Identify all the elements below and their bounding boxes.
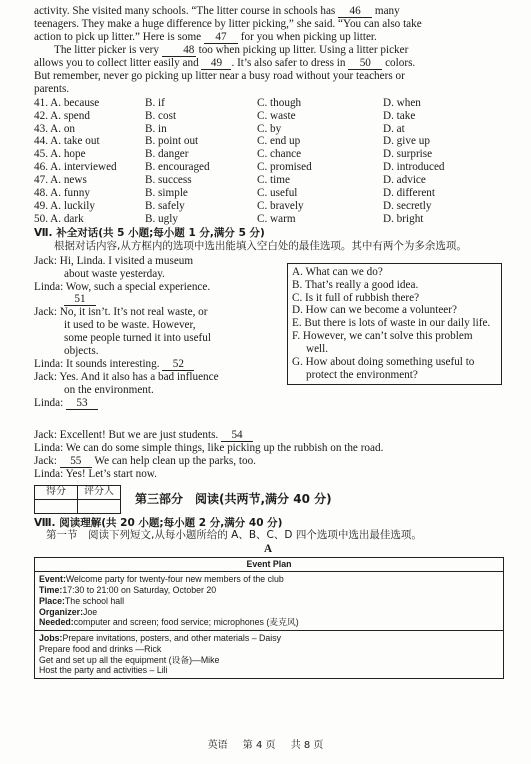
dialogue-line: Linda: <box>34 396 64 409</box>
passage-text: teenagers. They make a huge difference by litter picking,” she said. “You can also take <box>34 18 422 30</box>
plan-value: Get and set up all the equipment (设备)—Mike <box>39 654 220 665</box>
dialogue-line: We can help clean up the parks, too. <box>94 454 256 467</box>
option-a: 48. A. funny <box>34 187 90 200</box>
passage-text: allows you to collect litter easily and <box>34 56 199 69</box>
score-cell <box>35 499 78 513</box>
section-8-instruction: 第一节 阅读下列短文,从每小题所给的 A、B、C、D 四个选项中选出最佳选项。 <box>46 529 422 542</box>
option-a: 45. A. hope <box>34 148 86 161</box>
choice-item: B. That’s really a good idea. <box>292 278 419 291</box>
passage-text: many <box>374 5 400 17</box>
option-c: C. time <box>257 174 290 187</box>
dialogue-line: Jack: <box>34 454 57 467</box>
option-a: 46. A. interviewed <box>34 161 117 174</box>
blank-47: 47 <box>204 32 238 44</box>
option-a: 47. A. news <box>34 174 87 187</box>
blank-55: 55 <box>60 456 92 468</box>
option-b: B. success <box>145 174 192 187</box>
passage-text: parents. <box>34 82 70 95</box>
option-c: C. useful <box>257 187 298 200</box>
option-c: C. promised <box>257 161 312 174</box>
passage-text: The litter picker is very <box>54 43 159 56</box>
dialogue-line: Linda: Wow, such a special experience. <box>34 280 211 293</box>
plan-key: Needed: <box>39 617 74 628</box>
plan-value: The school hall <box>64 595 125 606</box>
passage-text: . It’s also safer to dress in <box>231 56 346 69</box>
dialogue-line: Linda: It sounds interesting. <box>34 358 160 371</box>
blank-52: 52 <box>162 359 194 371</box>
dialogue-line: Jack: No, it isn’t. It’s not real waste, or <box>34 306 208 319</box>
footer-subject: 英语 <box>207 740 228 751</box>
event-plan-jobs <box>35 630 503 678</box>
option-c: C. by <box>257 122 282 135</box>
option-b: B. in <box>145 122 167 135</box>
blank-48: 48 <box>162 45 196 57</box>
section-8-title: Ⅷ. 阅读理解(共 20 小题;每小题 2 分,满分 40 分) <box>34 516 283 529</box>
option-c: C. warm <box>257 212 296 225</box>
option-b: B. simple <box>145 187 188 200</box>
grader-cell <box>78 499 121 513</box>
event-plan-details <box>35 572 503 630</box>
option-a: 50. A. dark <box>34 212 84 225</box>
dialogue-line: Linda: Yes! Let’s start now. <box>34 467 157 480</box>
option-b: B. cost <box>145 109 177 122</box>
choices-box <box>287 263 502 385</box>
option-b: B. encouraged <box>145 161 210 174</box>
blank-53: 53 <box>66 398 98 410</box>
dialogue-line: about waste yesterday. <box>64 267 165 280</box>
part-3-title: 第三部分 阅读(共两节,满分 40 分) <box>135 491 332 506</box>
option-row <box>34 200 504 213</box>
passage-text: But remember, never go picking up litter near a busy road without your teachers or <box>34 69 405 82</box>
dialogue-line: Jack: Yes. And it also has a bad influence <box>34 371 219 384</box>
option-a: 41. A. because <box>34 96 100 109</box>
section-7-title: Ⅶ. 补全对话(共 5 小题;每小题 1 分,满分 5 分) <box>34 226 265 239</box>
option-row <box>34 148 504 161</box>
passage-text: activity. She visited many schools. “The litter course in schools has <box>34 5 336 17</box>
blank-50: 50 <box>348 58 382 70</box>
event-plan-heading: Event Plan <box>35 558 503 572</box>
dialogue-line: it used to be waste. However, <box>64 319 196 332</box>
section-7-instruction: 根据对话内容,从方框内的选项中选出能填入空白处的最佳选项。其中有两个为多余选项。 <box>54 239 467 252</box>
option-d: D. give up <box>383 135 430 148</box>
option-row <box>34 97 504 110</box>
passage-text: too when picking up litter. Using a litter picker <box>198 43 409 56</box>
score-table <box>34 485 121 514</box>
dialogue-left <box>34 255 274 410</box>
option-d: D. take <box>383 109 416 122</box>
option-d: D. advice <box>383 174 426 187</box>
plan-value: Prepare food and drinks —Rick <box>39 643 162 654</box>
option-c: C. though <box>257 96 302 109</box>
choice-item: G. How about doing something useful to protect the environment? <box>292 356 475 381</box>
plan-value: Host the party and activities – Lili <box>39 665 168 676</box>
option-a: 49. A. luckily <box>34 199 95 212</box>
option-d: D. bright <box>383 212 424 225</box>
option-b: B. point out <box>145 135 199 148</box>
dialogue-line: Linda: We can do some simple things, like picking up the rubbish on the road. <box>34 441 384 454</box>
score-row <box>34 485 502 514</box>
option-c: C. chance <box>257 148 302 161</box>
blank-49: 49 <box>201 58 231 70</box>
dialogue-line: Jack: Hi, Linda. I visited a museum <box>34 254 194 267</box>
option-d: D. secretly <box>383 199 432 212</box>
dialogue-area <box>34 253 502 461</box>
option-c: C. end up <box>257 135 301 148</box>
option-d: D. surprise <box>383 148 433 161</box>
exam-page <box>34 5 502 679</box>
plan-key: Place: <box>39 595 65 606</box>
blank-54: 54 <box>221 430 253 442</box>
plan-value: 17:30 to 21:00 on Saturday, October 20 <box>62 584 217 595</box>
event-plan <box>34 557 504 679</box>
option-row <box>34 161 504 174</box>
options-table <box>34 97 504 226</box>
passage <box>34 5 502 96</box>
plan-value: computer and screen; food service; microphones (麦克风) <box>73 617 299 628</box>
option-a: 42. A. spend <box>34 109 90 122</box>
option-d: D. introduced <box>383 161 445 174</box>
option-b: B. if <box>145 96 165 109</box>
dialogue-line: on the environment. <box>64 383 154 396</box>
plan-value: Joe <box>83 606 98 617</box>
option-a: 43. A. on <box>34 122 76 135</box>
option-d: D. at <box>383 122 405 135</box>
option-row <box>34 213 504 226</box>
dialogue-line: objects. <box>64 345 99 358</box>
option-d: D. different <box>383 187 435 200</box>
score-label: 得分 <box>35 485 78 499</box>
option-b: B. ugly <box>145 212 178 225</box>
choice-item: D. How can we become a volunteer? <box>292 304 457 317</box>
plan-key: Jobs: <box>39 633 63 644</box>
page-footer <box>0 740 531 753</box>
blank-46: 46 <box>338 6 372 18</box>
option-c: C. waste <box>257 109 296 122</box>
choice-item: A. What can we do? <box>292 265 383 278</box>
blank-51: 51 <box>64 294 96 306</box>
choice-item: E. But there is lots of waste in our daily life. <box>292 317 491 330</box>
plan-value: Prepare invitations, posters, and other materials – Daisy <box>62 633 282 644</box>
choice-item: F. However, we can’t solve this problem well. <box>292 330 473 356</box>
grader-label: 评分人 <box>78 485 121 499</box>
passage-text: action to pick up litter.” Here is some <box>34 30 202 43</box>
plan-key: Time: <box>39 584 63 595</box>
passage-text: for you when picking up litter. <box>240 30 377 43</box>
plan-value: Welcome party for twenty-four new members of the club <box>65 574 284 585</box>
option-c: C. bravely <box>257 199 304 212</box>
option-row <box>34 135 504 148</box>
footer-page: 第 4 页 <box>242 740 276 751</box>
footer-total: 共 8 页 <box>290 740 324 751</box>
dialogue-line: some people turned it into useful <box>64 332 211 345</box>
passage-label: A <box>263 543 273 556</box>
option-b: B. danger <box>145 148 189 161</box>
passage-text: colors. <box>385 56 416 69</box>
option-a: 44. A. take out <box>34 135 100 148</box>
choice-item: C. Is it full of rubbish there? <box>292 291 420 304</box>
option-row <box>34 174 504 187</box>
option-row <box>34 110 504 123</box>
dialogue-line: Jack: Excellent! But we are just students. <box>34 428 219 441</box>
plan-key: Organizer: <box>39 606 83 617</box>
option-row <box>34 187 504 200</box>
plan-key: Event: <box>39 574 66 585</box>
option-row <box>34 123 504 136</box>
option-d: D. when <box>383 96 421 109</box>
option-b: B. safely <box>145 199 185 212</box>
